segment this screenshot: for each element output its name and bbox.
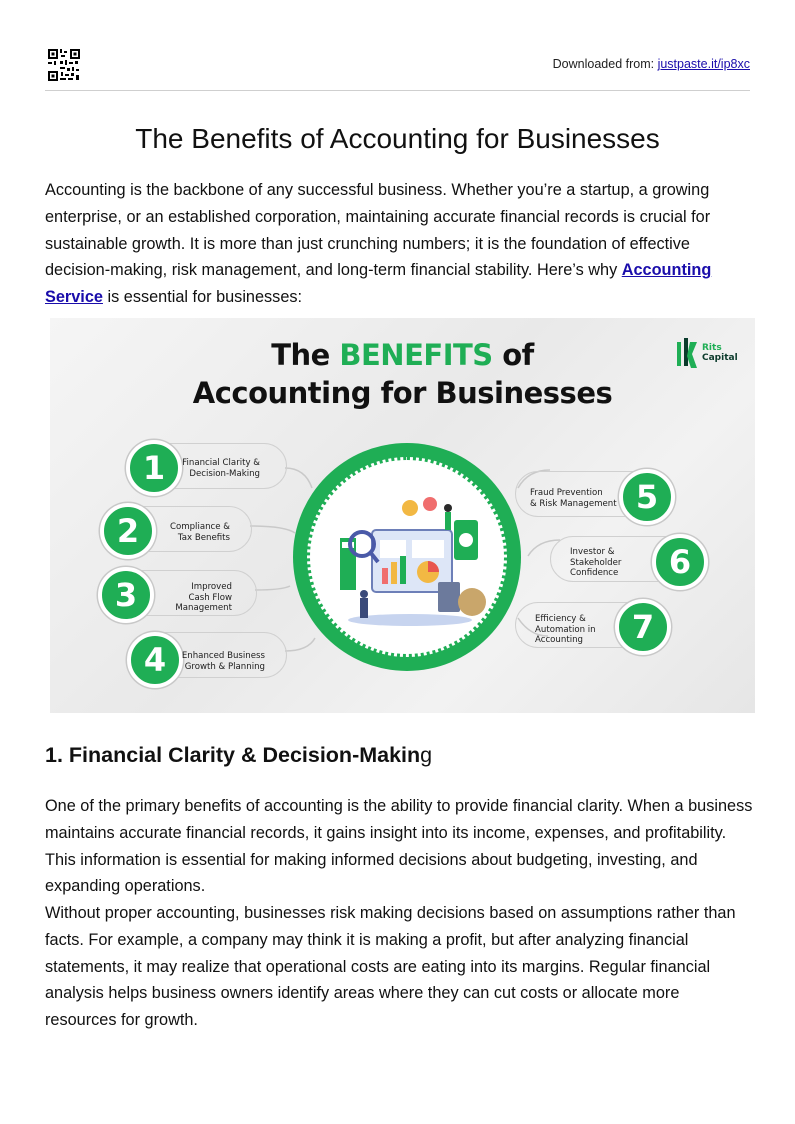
- download-source: [553, 57, 750, 71]
- download-prefix: Downloaded from:: [552, 57, 658, 71]
- benefit-3-number: 3: [98, 567, 154, 623]
- qr-code-icon: [47, 48, 81, 82]
- section-1-paragraph-2: Without proper accounting, businesses risk making decisions based on assumptions rather than facts. For example, a company may think it is making a profit, but after analyzing financial statements, it may realize that operational costs are eating into its margins. Regular financial analysis helps business owners identify areas where they can cut costs or allocate more resources for growth.: [45, 904, 736, 1030]
- benefit-4-number: 4: [127, 632, 183, 688]
- intro-text-after: is essential for businesses:: [102, 288, 303, 307]
- section-1-heading: [45, 743, 432, 768]
- benefit-3-label: Improved Cash Flow Management: [175, 582, 232, 613]
- benefit-4-label: Enhanced Business Growth & Planning: [181, 651, 265, 672]
- benefit-7-label: Efficiency & Automation in Accounting: [535, 614, 596, 645]
- benefit-2-number: 2: [100, 503, 156, 559]
- intro-paragraph: [45, 177, 755, 311]
- benefit-6-number: 6: [652, 534, 708, 590]
- infographic-title-line2: Accounting for Businesses: [192, 376, 613, 410]
- benefit-2-label: Compliance & Tax Benefits: [169, 522, 230, 543]
- infographic-title-of: of: [492, 338, 534, 372]
- infographic-title-benefits: BENEFITS: [339, 338, 493, 372]
- section-1-heading-tail: g: [420, 743, 433, 767]
- section-1-heading-text: 1. Financial Clarity & Decision-Makin: [45, 743, 421, 767]
- center-ring: [293, 443, 521, 671]
- benefits-infographic: [50, 318, 755, 713]
- benefit-7-number: 7: [615, 599, 671, 655]
- benefit-1-label: Financial Clarity & Decision-Making: [182, 458, 260, 479]
- benefit-6-label: Investor & Stakeholder Confidence: [570, 547, 622, 578]
- page-header: [45, 46, 750, 91]
- section-1-paragraph-1: One of the primary benefits of accounting is the ability to provide financial clarity. When a business maintains accurate financial records, it gains insight into its income, expenses, and profitability. This information is essential for making informed decisions about budgeting, investing, and expanding operations.: [45, 797, 753, 896]
- page-title: The Benefits of Accounting for Businesses: [135, 123, 660, 154]
- intro-text-before: Accounting is the backbone of any successful business. Whether you’re a startup, a growing enterprise, or an established corporation, maintaining accurate financial records is crucial for sustainable growth. It is more than just crunching numbers; it is the foundation of effective decision-making, risk management, and long-term financial stability. Here’s why: [45, 181, 711, 280]
- accounting-service-link[interactable]: Accounting Service: [45, 261, 712, 307]
- center-inner: [307, 457, 507, 657]
- benefit-1-number: 1: [126, 440, 182, 496]
- accounting-illustration-icon: [332, 490, 488, 630]
- source-link[interactable]: justpaste.it/ip8xc: [657, 57, 750, 71]
- benefit-5-label: Fraud Prevention & Risk Management: [530, 488, 617, 509]
- logo-text-line2: Capital: [702, 353, 738, 363]
- logo-text-line1: Rits: [702, 343, 722, 353]
- benefit-5-number: 5: [619, 469, 675, 525]
- infographic-title-the: The: [271, 338, 340, 372]
